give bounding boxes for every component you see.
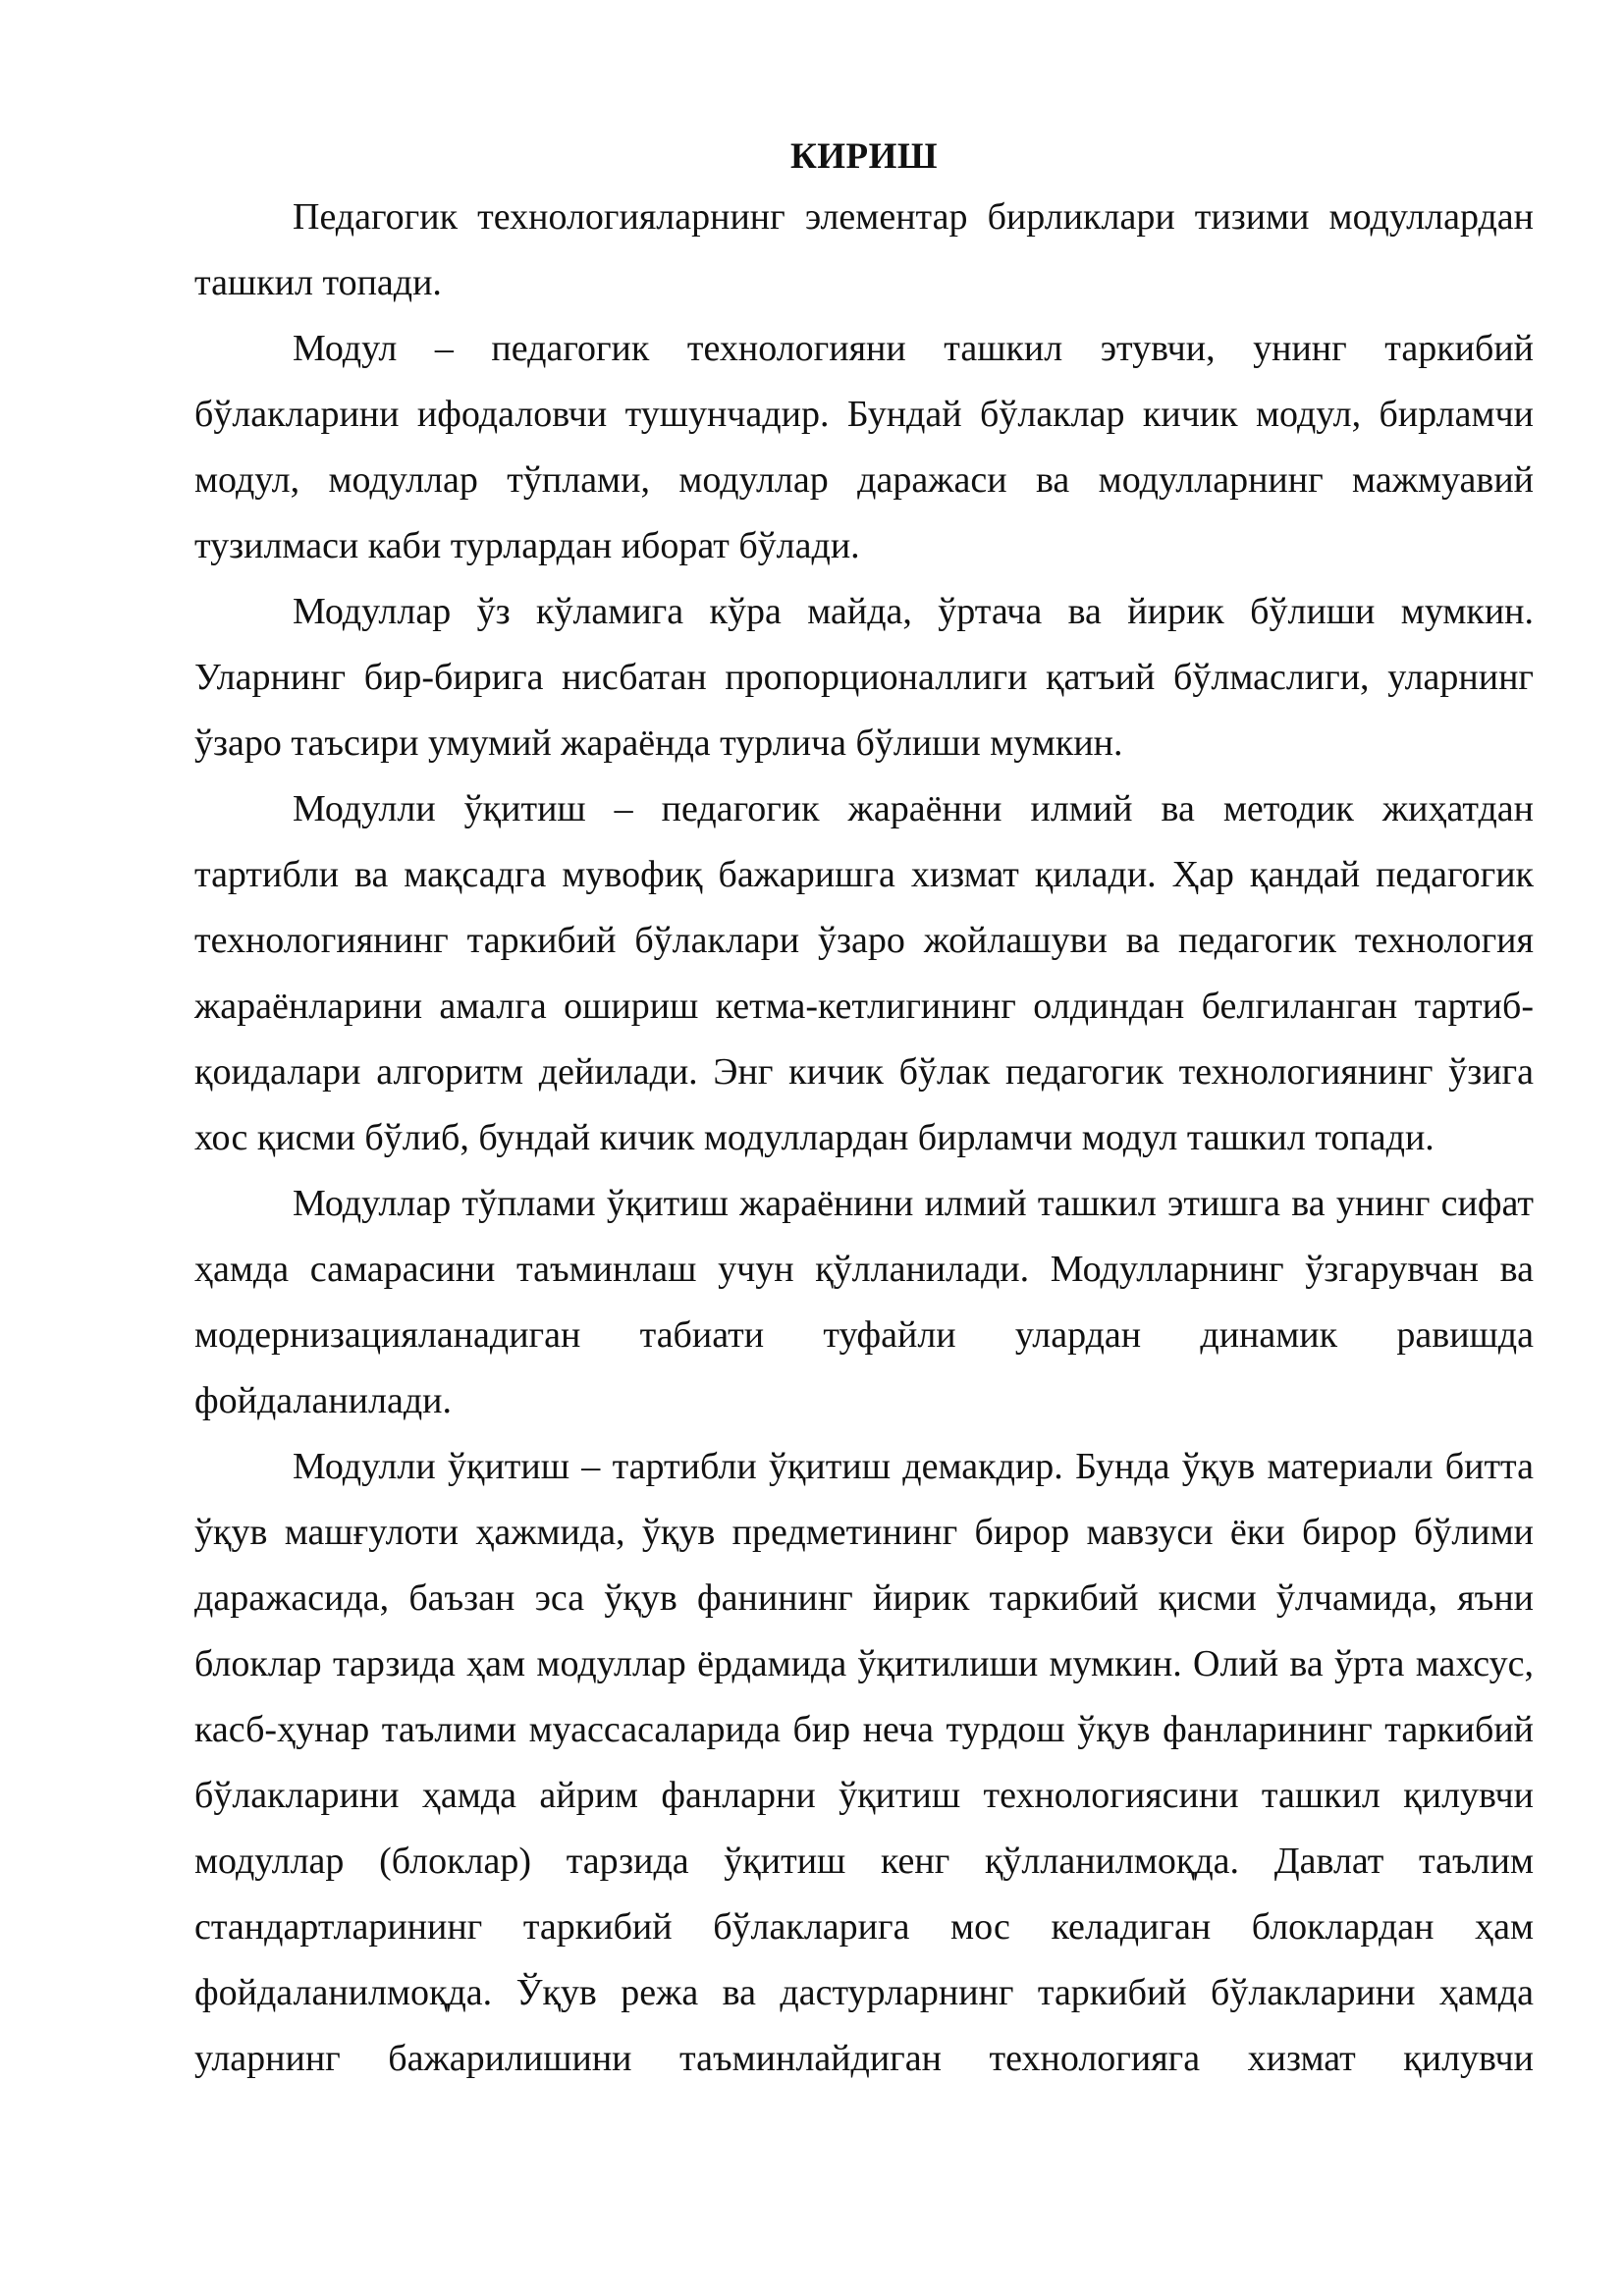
paragraph-1: Педагогик технологияларнинг элементар бирликлари тизими модуллардан ташкил топади. [194,196,1534,303]
paragraph-4: Модулли ўқитиш – педагогик жараённи илмий ва методик жиҳатдан тартибли ва мақсадга мувофиқ бажаришга хизмат қилади. Ҳар қандай педагогик технологиянинг таркибий бўлаклари ўзаро жойлашуви ва педагогик технология жараёнларини амалга ошириш кетма-кетлигининг олдиндан белгиланган тартиб-қоидалари алгоритм дейилади. Энг кичик бўлак педагогик технологиянинг ўзига хос қисми бўлиб, бундай кичик модуллардан бирламчи модул ташкил топади. [194,788,1534,1158]
paragraph-6: Модулли ўқитиш – тартибли ўқитиш демакдир. Бунда ўқув материали битта ўқув машғулоти ҳажмида, ўқув предметининг бирор мавзуси ёки бирор бўлими даражасида, баъзан эса ўқув фанининг йирик таркибий қисми ўлчамида, яъни блоклар тарзида ҳам модуллар ёрдамида ўқитилиши мумкин. Олий ва ўрта махсус, касб-ҳунар таълими муассасаларида бир неча турдош ўқув фанларининг таркибий бўлакларини ҳамда айрим фанларни ўқитиш технологиясини ташкил қилувчи модуллар (блоклар) тарзида ўқитиш кенг қўлланилмоқда. Давлат таълим стандартларининг таркибий бўлакларига мос келадиган блоклардан ҳам фойдаланилмоқда. Ўқув режа ва дастурларнинг таркибий бўлакларини ҳамда уларнинг бажарилишини таъминлайдиган технологияга хизмат қилувчи [194,1446,1534,2079]
paragraph-5: Модуллар тўплами ўқитиш жараёнини илмий ташкил этишга ва унинг сифат ҳамда самарасини таъминлаш учун қўлланилади. Модулларнинг ўзгарувчан ва модернизацияланадиган табиати туфайли улардан динамик равишда фойдаланилади. [194,1183,1534,1421]
document-body [194,135,1534,2092]
paragraph-3: Модуллар ўз кўламига кўра майда, ўртача ва йирик бўлиши мумкин. Уларнинг бир-бирига нисбатан пропорционаллиги қатъий бўлмаслиги, уларнинг ўзаро таъсири умумий жараёнда турлича бўлиши мумкин. [194,591,1534,764]
document-title: КИРИШ [789,136,939,177]
paragraph-2: Модул – педагогик технологияни ташкил этувчи, унинг таркибий бўлакларини ифодаловчи тушунчадир. Бундай бўлаклар кичик модул, бирламчи модул, модуллар тўплами, модуллар даражаси ва модулларнинг мажмуавий тузилмаси каби турлардан иборат бўлади. [194,328,1534,566]
